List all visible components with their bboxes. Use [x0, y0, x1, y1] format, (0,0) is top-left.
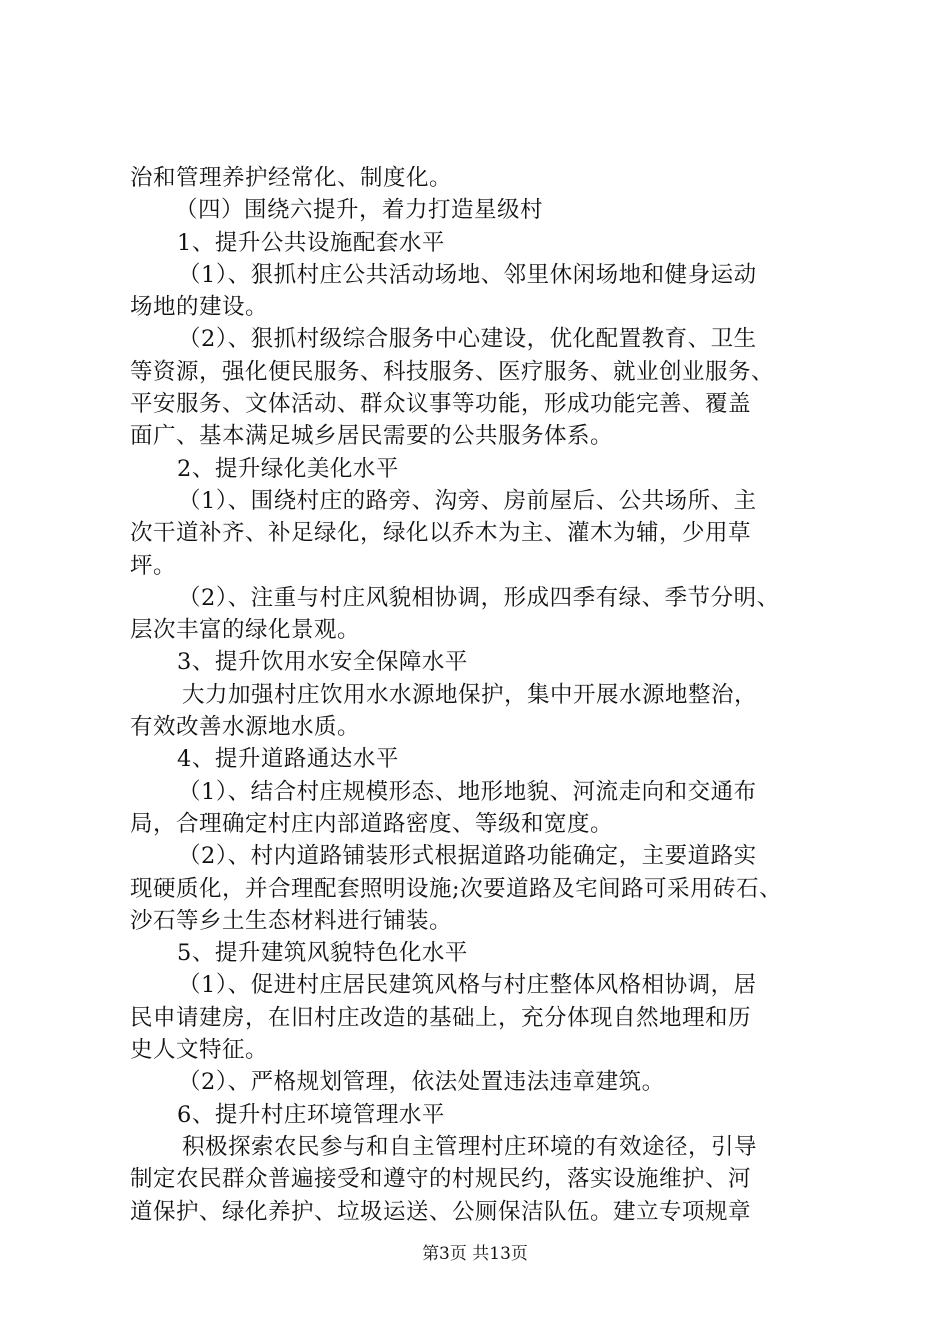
text-line: 史人文特征。: [130, 1037, 269, 1064]
page-footer: 第3页 共13页: [422, 1244, 528, 1264]
text-line: 3、提升饮用水安全保障水平: [177, 649, 468, 676]
text-line: 治和管理养护经常化、制度化。: [130, 165, 453, 191]
text-line: 面广、基本满足城乡居民需要的公共服务体系。: [130, 423, 614, 450]
text-line: （1）、围绕村庄的路旁、沟旁、房前屋后、公共场所、主: [178, 487, 757, 514]
text-line: 5、提升建筑风貌特色化水平: [177, 940, 468, 967]
text-line: 制定农民群众普遍接受和遵守的村规民约，落实设施维护、河: [130, 1166, 752, 1193]
text-line: 沙石等乡土生态材料进行铺装。: [130, 907, 453, 934]
text-line: 层次丰富的绿化景观。: [130, 617, 361, 644]
text-line: 等资源，强化便民服务、科技服务、医疗服务、就业创业服务、: [130, 358, 775, 385]
text-line: （2）、村内道路铺装形式根据道路功能确定，主要道路实: [178, 843, 757, 870]
text-line: 6、提升村庄环境管理水平: [177, 1101, 445, 1128]
text-line: 4、提升道路通达水平: [177, 746, 399, 773]
text-line: 场地的建设。: [130, 294, 269, 321]
text-line: 积极探索农民参与和自主管理村庄环境的有效途径，引导: [182, 1133, 758, 1160]
text-line: （1）、狠抓村庄公共活动场地、邻里休闲场地和健身运动: [178, 261, 757, 288]
text-line: 平安服务、文体活动、群众议事等功能，形成功能完善、覆盖: [130, 391, 752, 418]
document-body: [130, 162, 835, 1228]
text-line: 次干道补齐、补足绿化，绿化以乔木为主、灌木为辅，少用草: [130, 520, 752, 547]
text-line: （2）、狠抓村级综合服务中心建设，优化配置教育、卫生: [178, 326, 757, 353]
text-line: 民申请建房，在旧村庄改造的基础上，充分体现自然地理和历: [130, 1004, 752, 1031]
text-line: 坪。: [130, 552, 177, 579]
text-line: 2、提升绿化美化水平: [177, 455, 399, 482]
text-line: （2）、注重与村庄风貌相协调，形成四季有绿、季节分明、: [178, 584, 780, 611]
text-line: 大力加强村庄饮用水水源地保护，集中开展水源地整治，: [182, 681, 758, 708]
text-line: （1）、结合村庄规模形态、地形地貌、河流走向和交通布: [178, 778, 757, 805]
text-line: 局，合理确定村庄内部道路密度、等级和宽度。: [130, 810, 614, 837]
text-line: （2）、严格规划管理，依法处置违法违章建筑。: [178, 1069, 665, 1096]
text-line: 现硬质化，并合理配套照明设施;次要道路及宅间路可采用砖石、: [130, 875, 783, 902]
text-line: （四）围绕六提升，着力打造星级村: [175, 197, 544, 224]
text-line: （1）、促进村庄居民建筑风格与村庄整体风格相协调，居: [178, 972, 757, 999]
text-line: 道保护、绿化养护、垃圾运送、公厕保洁队伍。建立专项规章: [130, 1198, 752, 1225]
text-line: 1、提升公共设施配套水平: [177, 229, 445, 256]
text-line: 有效改善水源地水质。: [130, 714, 361, 741]
